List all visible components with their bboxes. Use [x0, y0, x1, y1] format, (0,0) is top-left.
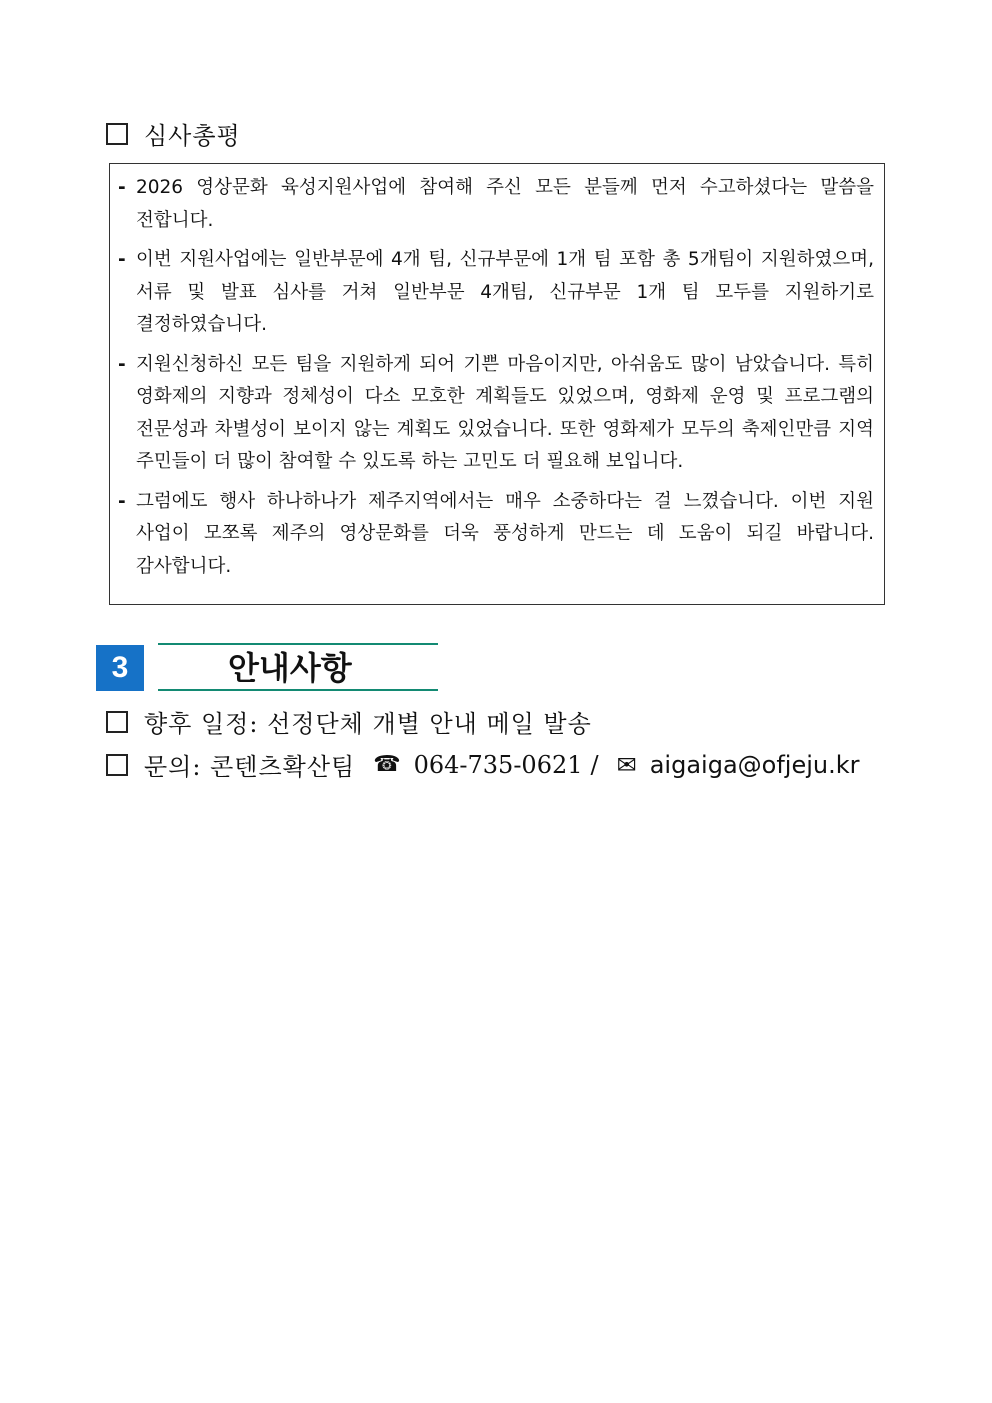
- review-item-text: 그럼에도 행사 하나하나가 제주지역에서는 매우 소중하다는 걸 느꼈습니다. 이번 지원 사업이 모쪼록 제주의 영상문화를 더욱 풍성하게 만드는 데 도움이 되길 바랍니다. 감사합니다.: [136, 490, 874, 577]
- bullet-dash: -: [118, 249, 126, 270]
- review-item-text: 이번 지원사업에는 일반부문에 4개 팀, 신규부문에 1개 팀 포함 총 5개팀이 지원하였으며, 서류 및 발표 심사를 거쳐 일반부문 4개팀, 신규부문 1개 팀 모두를 지원하기로 결정하였습니다.: [136, 249, 874, 335]
- schedule-text: 향후 일정: 선정단체 개별 안내 메일 발송: [144, 710, 592, 738]
- checkbox-icon: [106, 754, 128, 776]
- review-item: [118, 244, 874, 342]
- bullet-dash: -: [118, 490, 126, 512]
- bullet-dash: -: [118, 353, 126, 375]
- review-item: [118, 486, 874, 584]
- contact-label: 문의: 콘텐츠확산팀: [144, 753, 356, 781]
- mail-icon: ✉: [616, 750, 638, 779]
- review-item: [118, 349, 874, 479]
- contact-row: [106, 747, 859, 782]
- contact-separator: /: [590, 750, 599, 779]
- checkbox-icon: [106, 711, 128, 733]
- review-heading: [106, 116, 241, 151]
- schedule-row: [106, 704, 592, 739]
- review-item-text: 2026 영상문화 육성지원사업에 참여해 주신 모든 분들께 먼저 수고하셨다는 말씀을 전합니다.: [136, 177, 874, 231]
- section-header: [96, 643, 441, 691]
- section-number-badge: 3: [96, 645, 144, 691]
- review-item-text: 지원신청하신 모든 팀을 지원하게 되어 기쁜 마음이지만, 아쉬움도 많이 남았습니다. 특히 영화제의 지향과 정체성이 다소 모호한 계획들도 있었으며, 영화제 운영 및 프로그램의 전문성과 차별성이 보이지 않는 계획도 있었습니다. 또한 영화제가 모두의 축제인만큼 지역 주민들이 더 많이 참여할 수 있도록 하는 고민도 더 필요해 보입니다.: [136, 353, 874, 472]
- section-title-rule: [158, 643, 438, 691]
- review-summary-box: [109, 163, 885, 605]
- phone-icon: ☎: [373, 752, 402, 777]
- checkbox-icon: [106, 123, 128, 145]
- email-address: aigaiga@ofjeju.kr: [649, 750, 860, 779]
- bullet-dash: -: [118, 177, 126, 198]
- review-title: 심사총평: [144, 122, 241, 150]
- section-title: 안내사항: [228, 649, 352, 687]
- review-item: [118, 172, 874, 237]
- phone-number: 064-735-0621: [413, 750, 583, 779]
